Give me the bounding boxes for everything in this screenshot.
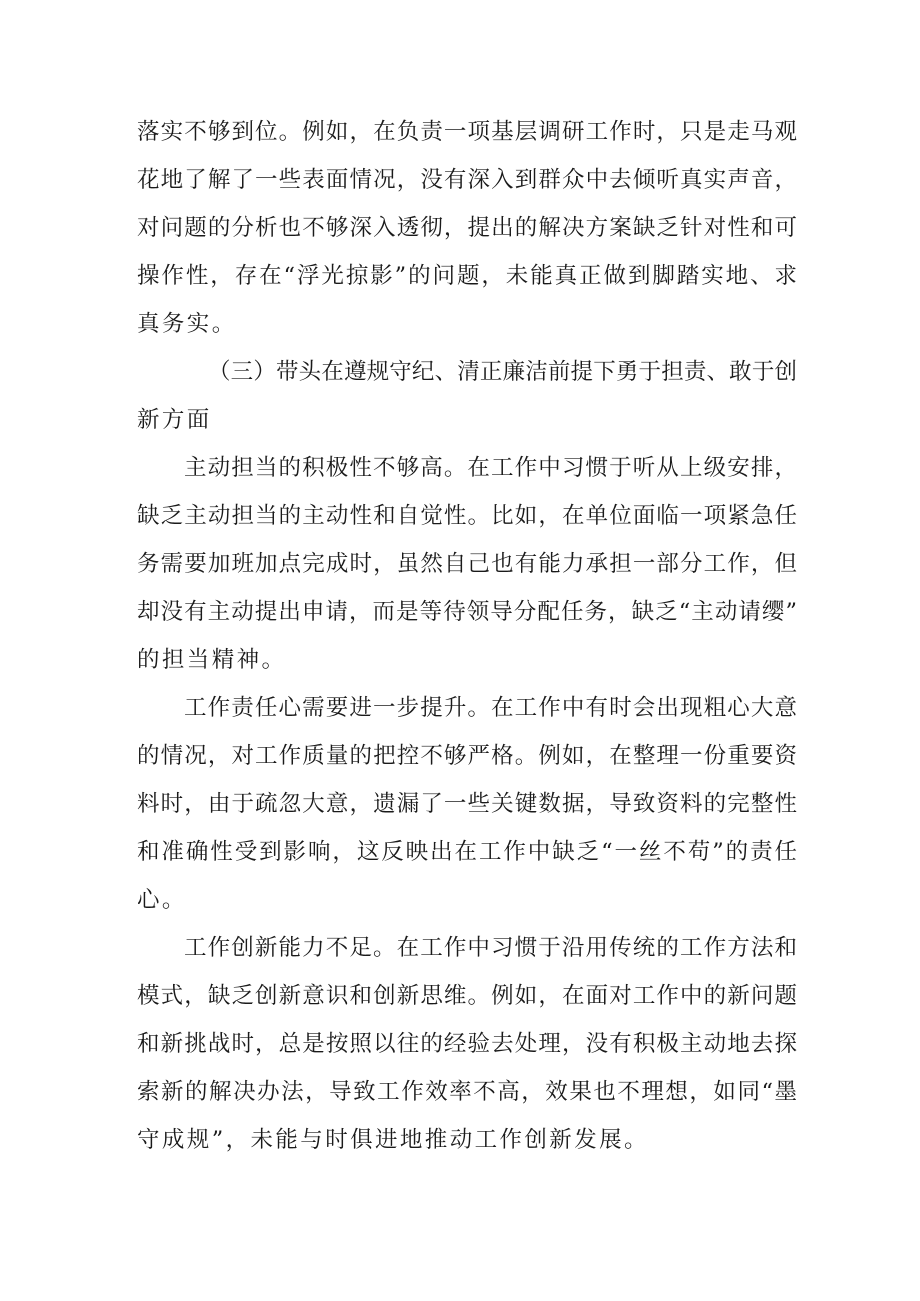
text-line: 守成规”，未能与时俱进地推动工作创新发展。 [137,1127,649,1153]
text-line: 务需要加班加点完成时，虽然自己也有能力承担一部分工作，但 [137,551,797,577]
text-line: 模式，缺乏创新意识和创新思维。例如，在面对工作中的新问题 [137,983,797,1009]
text-line: 心。 [137,887,187,913]
paragraph-first-line: 工作责任心需要进一步提升。在工作中有时会出现粗心大意 [184,695,797,721]
paragraph-first-line: 主动担当的积极性不够高。在工作中习惯于听从上级安排， [184,455,797,481]
text-line: 对问题的分析也不够深入透彻，提出的解决方案缺乏针对性和可 [137,215,797,241]
text-line: 和新挑战时，总是按照以往的经验去处理，没有积极主动地去探 [137,1031,797,1057]
text-line: 却没有主动提出申请，而是等待领导分配任务，缺乏“主动请缨” [137,599,797,625]
text-line: 落实不够到位。例如，在负责一项基层调研工作时，只是走马观 [137,119,797,145]
section-heading-cont: 新方面 [137,407,212,433]
text-line: 真务实。 [137,311,237,337]
text-line: 花地了解了一些表面情况，没有深入到群众中去倾听真实声音， [137,167,797,193]
text-line: 的担当精神。 [137,647,287,673]
text-line: 料时，由于疏忽大意，遗漏了一些关键数据，导致资料的完整性 [137,791,797,817]
paragraph-first-line: 工作创新能力不足。在工作中习惯于沿用传统的工作方法和 [184,935,797,961]
text-line: 的情况，对工作质量的把控不够严格。例如，在整理一份重要资 [137,743,797,769]
text-line: 和准确性受到影响，这反映出在工作中缺乏“一丝不苟”的责任 [137,839,797,865]
text-line: 操作性，存在“浮光掠影”的问题，未能真正做到脚踏实地、求 [137,263,797,289]
text-line: 缺乏主动担当的主动性和自觉性。比如，在单位面临一项紧急任 [137,503,797,529]
text-line: 索新的解决办法，导致工作效率不高，效果也不理想，如同“墨 [137,1079,797,1105]
section-heading: （三）带头在遵规守纪、清正廉洁前提下勇于担责、敢于创 [208,359,797,385]
